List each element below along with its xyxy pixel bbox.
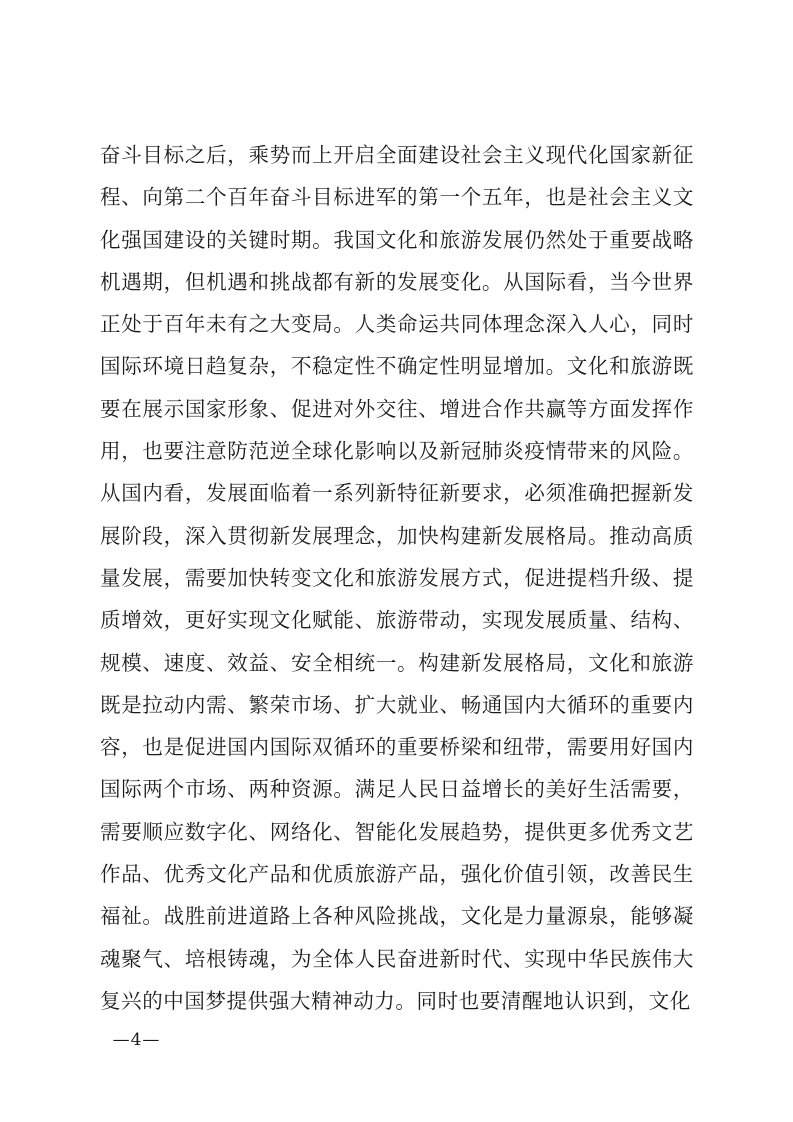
body-paragraph: 奋斗目标之后，乘势而上开启全面建设社会主义现代化国家新征程、向第二个百年奋斗目标进军的第一个五年，也是社会主义文化强国建设的关键时期。我国文化和旅游发展仍然处于重要战略机遇期，但机遇和挑战都有新的发展变化。从国际看，当今世界正处于百年未有之大变局。人类命运共同体理念深入人心，同时国际环境日趋复杂，不稳定性不确定性明显增加。文化和旅游既要在展示国家形象、促进对外交往、增进合作共赢等方面发挥作用，也要注意防范逆全球化影响以及新冠肺炎疫情带来的风险。从国内看，发展面临着一系列新特征新要求，必须准确把握新发展阶段，深入贯彻新发展理念，加快构建新发展格局。推动高质量发展，需要加快转变文化和旅游发展方式，促进提档升级、提质增效，更好实现文化赋能、旅游带动，实现发展质量、结构、规模、速度、效益、安全相统一。构建新发展格局，文化和旅游既是拉动内需、繁荣市场、扩大就业、畅通国内大循环的重要内容，也是促进国内国际双循环的重要桥梁和纽带，需要用好国内国际两个市场、两种资源。满足人民日益增长的美好生活需要，需要顺应数字化、网络化、智能化发展趋势，提供更多优秀文艺作品、优秀文化产品和优质旅游产品，强化价值引领，改善民生福祉。战胜前进道路上各种风险挑战，文化是力量源泉，能够凝魂聚气、培根铸魂，为全体人民奋进新时代、实现中华民族伟大复兴的中国梦提供强大精神动力。同时也要清醒地认识到，文化	[100, 143, 694, 1013]
page-footer	[0, 1030, 793, 1050]
page-number: —4—	[112, 1030, 161, 1050]
page-content	[100, 134, 694, 1022]
